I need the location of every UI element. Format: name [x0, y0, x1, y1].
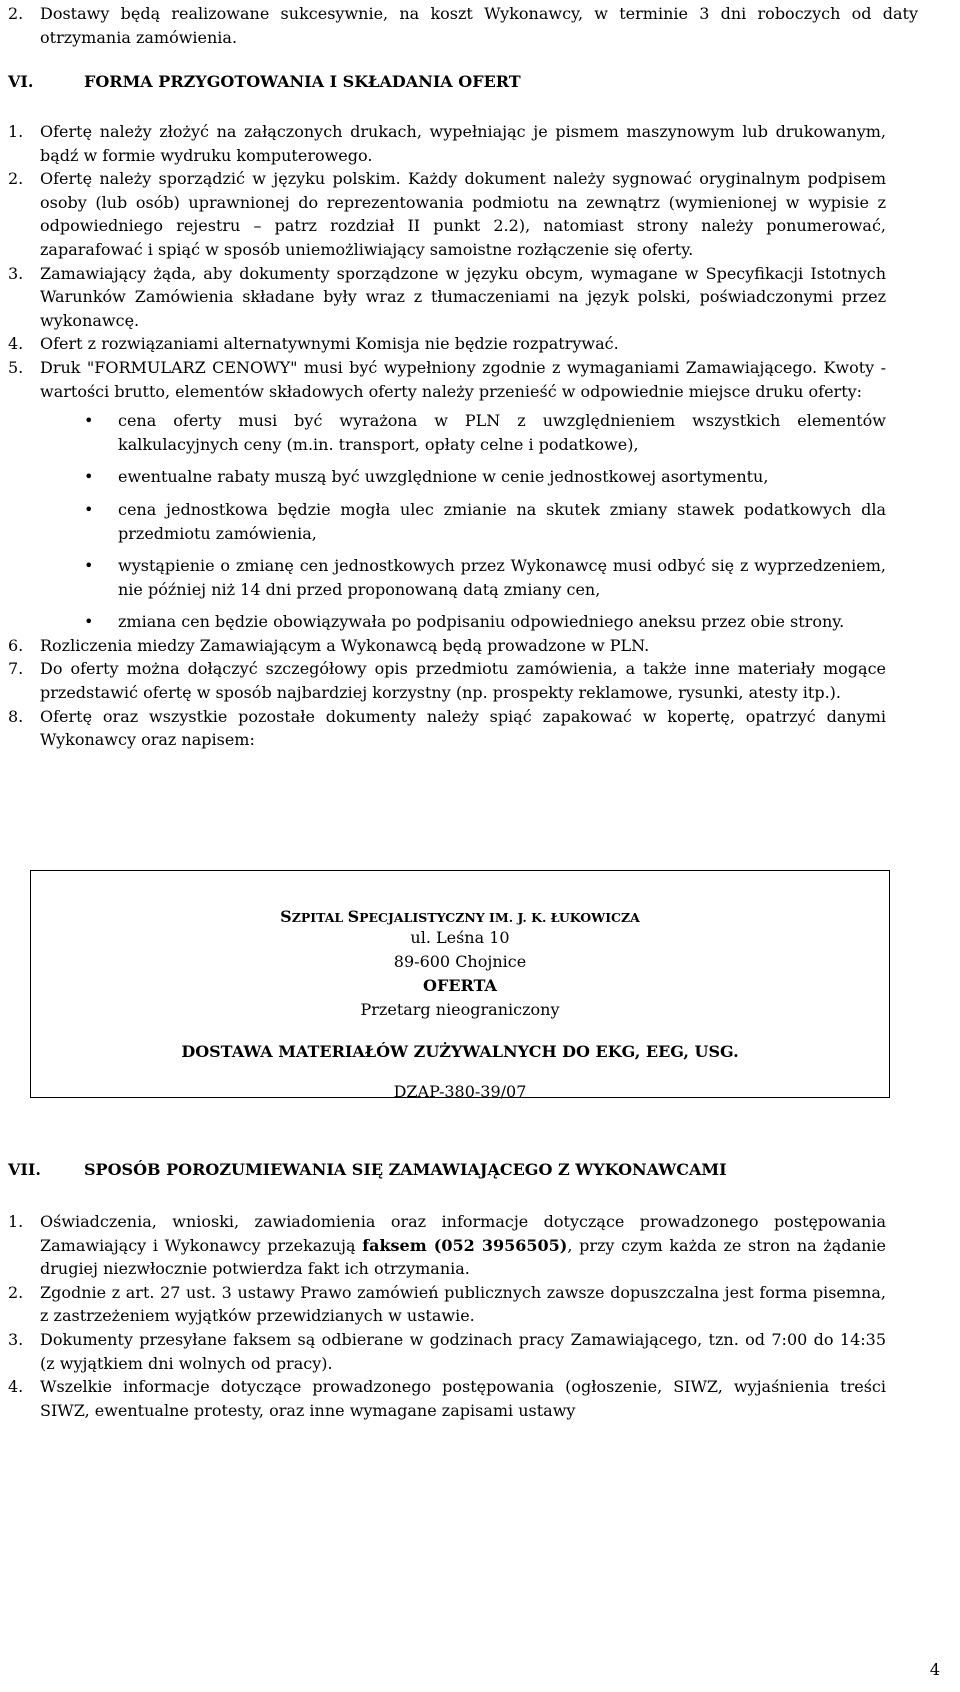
- item-number: 2.: [8, 4, 24, 23]
- bullet-icon: •: [84, 556, 94, 576]
- bullet-item: [8, 610, 886, 634]
- reference-number: DZAP-380-39/07: [393, 1082, 527, 1101]
- section-number: VII.: [8, 1160, 41, 1179]
- bullet-text: ewentualne rabaty muszą być uwzględnione w cenie jednostkowej asortymentu,: [118, 467, 769, 487]
- bullet-text: cena oferty musi być wyrażona w PLN z uwzględnieniem wszystkich elementów kalkulacyjnych ceny (m.in. transport, opłaty celne i podatkowe),: [118, 411, 886, 454]
- offer-label: OFERTA: [423, 976, 497, 995]
- section-number: VI.: [8, 72, 34, 91]
- item-number: 4.: [8, 1377, 24, 1397]
- item-number: 7.: [8, 659, 24, 679]
- item-text: Dostawy będą realizowane sukcesywnie, na koszt Wykonawcy, w terminie 3 dni roboczych od daty otrzymania zamówienia.: [40, 4, 918, 47]
- item-number: 3.: [8, 1329, 24, 1349]
- bullet-text: zmiana cen będzie obowiązywała po podpisaniu odpowiedniego aneksu przez obie strony.: [118, 612, 845, 632]
- item-number: 2.: [8, 169, 24, 189]
- item-text: Ofertę oraz wszystkie pozostałe dokumenty należy spiąć zapakować w kopertę, opatrzyć danymi Wykonawcy oraz napisem:: [40, 706, 886, 750]
- list-item: [8, 120, 886, 167]
- item-number: 1.: [8, 122, 24, 141]
- item-number: 8.: [8, 706, 24, 726]
- hospital-name-part: S: [280, 907, 292, 926]
- page-number: 4: [929, 1660, 940, 1679]
- item-text: Rozliczenia miedzy Zamawiającym a Wykonawcą będą prowadzone w PLN.: [40, 635, 650, 655]
- item-text: Ofertę należy sporządzić w języku polskim. Każdy dokument należy sygnować oryginalnym podpisem osoby (lub osób) uprawnionej do reprezentowania podmiotu na zewnątrz (wymienionej w wypisie z odpowiedniego rejestru – patrz rozdział II punkt 2.2), natomiast strony należy ponumerować, zaparafować i spiąć w sposób uniemożliwiający samoistne rozłączenie się oferty.: [40, 169, 886, 259]
- item-text: Wszelkie informacje dotyczące prowadzonego postępowania (ogłoszenie, SIWZ, wyjaśnienia treści SIWZ, ewentualne protesty, oraz inne wymagane zapisami ustawy: [40, 1377, 886, 1420]
- item-number: 4.: [8, 334, 24, 354]
- bullet-icon: •: [84, 499, 94, 519]
- item-text: Ofertę należy złożyć na załączonych drukach, wypełniając je pismem maszynowym lub drukowanym, bądź w formie wydruku komputerowego.: [40, 122, 886, 165]
- item-text: Oświadczenia, wnioski, zawiadomienia oraz informacje dotyczące prowadzonego postępowania Zamawiający i Wykonawcy przekazują: [40, 1212, 886, 1255]
- hospital-name-part: S: [347, 907, 360, 926]
- item-text: Do oferty można dołączyć szczegółowy opis przedmiotu zamówienia, a także inne materiały mogące przedstawić ofertę w sposób najbardziej korzystny (np. prospekty reklamowe, rysunki, atesty itp.).: [40, 659, 886, 703]
- bullet-list: [8, 409, 886, 634]
- item-text: , przy czym każda ze stron na żądanie drugiej niezwłocznie potwierdza fakt ich otrzymania.: [40, 1235, 887, 1279]
- fax-number: faksem (052 3956505): [362, 1235, 568, 1255]
- bullet-icon: •: [84, 612, 94, 632]
- list-item: [8, 332, 886, 356]
- list-item: [8, 1328, 886, 1375]
- bullet-item: [8, 409, 886, 456]
- item-number: 5.: [8, 357, 24, 377]
- item-number: 6.: [8, 635, 24, 655]
- item-text: Dokumenty przesyłane faksem są odbierane w godzinach pracy Zamawiającego, tzn. od 7:00 do 14:35 (z wyjątkiem dni wolnych od pracy).: [40, 1329, 886, 1373]
- item-text: Druk "FORMULARZ CENOWY" musi być wypełniony zgodnie z wymaganiami Zamawiającego. Kwoty - wartości brutto, elementów składowych oferty należy przenieść w odpowiednie miejsce druku oferty:: [40, 357, 886, 401]
- address-city: 89-600 Chojnice: [393, 952, 527, 971]
- list-item: [8, 1375, 886, 1422]
- section-vii-list: [8, 1210, 886, 1422]
- hospital-name-part: PECJALISTYCZNY IM. J. K. ŁUKOWICZA: [359, 910, 640, 925]
- item-number: 3.: [8, 263, 24, 283]
- bullet-item: [8, 554, 886, 601]
- tender-subject: DOSTAWA MATERIAŁÓW ZUŻYWALNYCH DO EKG, EEG, USG.: [181, 1042, 739, 1061]
- item-number: 1.: [8, 1212, 24, 1231]
- list-item: [8, 657, 886, 704]
- list-item: [8, 634, 886, 658]
- tender-type: Przetarg nieograniczony: [360, 1000, 560, 1019]
- hospital-name: [31, 907, 889, 926]
- list-item: [8, 1210, 886, 1281]
- top-item: [8, 2, 918, 49]
- bullet-text: cena jednostkowa będzie mogła ulec zmianie na skutek zmiany stawek podatkowych dla przedmiotu zamówienia,: [118, 499, 886, 543]
- list-item: [8, 167, 886, 261]
- bullet-item: [8, 498, 886, 545]
- envelope-label-box: [30, 870, 890, 1101]
- list-item: [8, 356, 886, 403]
- section-title: FORMA PRZYGOTOWANIA I SKŁADANIA OFERT: [84, 72, 521, 91]
- bullet-icon: •: [84, 467, 94, 487]
- bullet-text: wystąpienie o zmianę cen jednostkowych przez Wykonawcę musi odbyć się z wyprzedzeniem, nie później niż 14 dni przed proponowaną datą zmiany cen,: [118, 556, 886, 599]
- bullet-icon: •: [84, 411, 94, 431]
- item-text: Zamawiający żąda, aby dokumenty sporządzone w języku obcym, wymagane w Specyfikacji Istotnych Warunków Zamówienia składane były wraz z tłumaczeniami na język polski, poświadczonymi przez wykonawcę.: [40, 263, 886, 330]
- section-heading-vii: [8, 1158, 886, 1182]
- item-text: Ofert z rozwiązaniami alternatywnymi Komisja nie będzie rozpatrywać.: [40, 334, 619, 354]
- section-vi-list: [8, 120, 886, 752]
- list-item: [8, 705, 886, 752]
- item-text: Zgodnie z art. 27 ust. 3 ustawy Prawo zamówień publicznych zawsze dopuszczalna jest forma pisemna, z zastrzeżeniem wyjątków przewidzianych w ustawie.: [40, 1282, 886, 1326]
- address-street: ul. Leśna 10: [410, 928, 510, 947]
- section-heading-vi: [8, 70, 886, 94]
- list-item: [8, 262, 886, 333]
- hospital-name-part: ZPITAL: [291, 910, 348, 925]
- item-number: 2.: [8, 1282, 24, 1302]
- section-title: SPOSÓB POROZUMIEWANIA SIĘ ZAMAWIAJĄCEGO Z WYKONAWCAMI: [84, 1160, 727, 1179]
- list-item: [8, 1281, 886, 1328]
- bullet-item: [8, 465, 886, 489]
